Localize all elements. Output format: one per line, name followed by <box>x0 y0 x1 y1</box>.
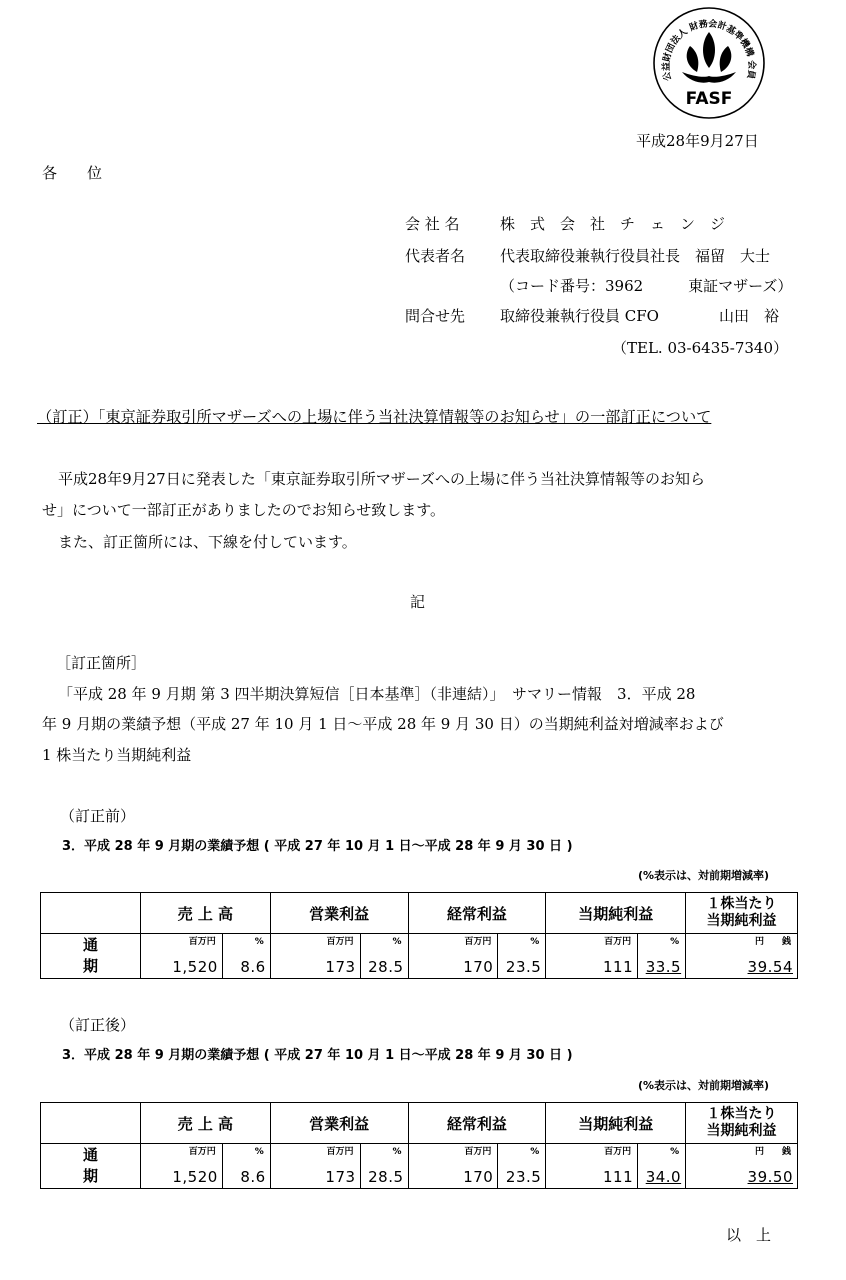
correction-line-1: 「平成 28 年 9 月期 第 3 四半期決算短信［日本基準］（非連結）」 サマリー情報 3．平成 28 <box>58 685 696 703</box>
correction-heading: ［訂正箇所］ <box>56 654 147 672</box>
cell-ord: 百万円 170 <box>408 934 498 979</box>
header-ordinary-profit: 経常利益 <box>408 1103 546 1144</box>
company-name: 株 式 会 社 チ ェ ン ジ <box>500 215 726 233</box>
document-title: （訂正）「東京証券取引所マザーズへの上場に伴う当社決算情報等のお知らせ」の一部訂正について <box>37 408 712 426</box>
cell-net-pct: % 33.5 <box>638 934 686 979</box>
cell-eps: 円 銭 39.54 <box>686 934 798 979</box>
representative: 代表取締役兼執行役員社長 福留 大士 <box>500 247 771 265</box>
after-caption: 3．平成 28 年 9 月期の業績予想 ( 平成 27 年 10 月 1 日～平成 28 年 9 月 30 日 ) <box>62 1048 573 1063</box>
header-net-income: 当期純利益 <box>546 1103 686 1144</box>
correction-line-3: 1 株当たり当期純利益 <box>42 746 192 764</box>
after-label: （訂正後） <box>60 1016 136 1034</box>
header-eps: １株当たり 当期純利益 <box>686 1103 798 1144</box>
header-blank <box>41 1103 141 1144</box>
header-operating-profit: 営業利益 <box>270 1103 408 1144</box>
cell-op-pct: % 28.5 <box>360 934 408 979</box>
before-caption: 3．平成 28 年 9 月期の業績予想 ( 平成 27 年 10 月 1 日～平成 28 年 9 月 30 日 ) <box>62 839 573 854</box>
cell-net: 百万円 111 <box>546 1144 638 1189</box>
cell-sales: 百万円 1,520 <box>140 1144 222 1189</box>
before-note: (%表示は、対前期増減率) <box>638 869 770 882</box>
cell-op: 百万円 173 <box>270 934 360 979</box>
cell-net: 百万円 111 <box>546 934 638 979</box>
telephone: （TEL. 03-6435-7340） <box>612 339 789 357</box>
body-line-1: 平成28年9月27日に発表した「東京証券取引所マザーズへの上場に伴う当社決算情報等のお知ら <box>58 470 705 488</box>
cell-ord: 百万円 170 <box>408 1144 498 1189</box>
fasf-logo <box>652 6 766 120</box>
header-sales: 売 上 高 <box>140 1103 270 1144</box>
body-line-3: また、訂正箇所には、下線を付しています。 <box>58 533 357 551</box>
header-sales: 売 上 高 <box>140 893 270 934</box>
recipient: 各 位 <box>42 164 103 182</box>
contact: 取締役兼執行役員 CFO 山田 裕 <box>500 307 779 325</box>
before-table <box>40 892 798 979</box>
after-note: (%表示は、対前期増減率) <box>638 1079 770 1092</box>
stock-code: （コード番号：3962 東証マザーズ） <box>500 277 793 295</box>
cell-op: 百万円 173 <box>270 1144 360 1189</box>
cell-net-pct: % 34.0 <box>638 1144 686 1189</box>
cell-ord-pct: % 23.5 <box>498 934 546 979</box>
cell-sales: 百万円 1,520 <box>140 934 222 979</box>
closing-mark: 以 上 <box>726 1226 772 1244</box>
before-label: （訂正前） <box>60 807 136 825</box>
representative-label: 代表者名 <box>405 247 466 265</box>
issue-date: 平成28年9月27日 <box>636 132 759 150</box>
cell-sales-pct: % 8.6 <box>222 934 270 979</box>
ki-mark: 記 <box>410 593 426 611</box>
cell-ord-pct: % 23.5 <box>498 1144 546 1189</box>
svg-text:FASF: FASF <box>685 89 733 109</box>
cell-op-pct: % 28.5 <box>360 1144 408 1189</box>
correction-line-2: 年 9 月期の業績予想（平成 27 年 10 月 1 日～平成 28 年 9 月 30 日）の当期純利益対増減率および <box>42 715 724 733</box>
row-label: 通 期 <box>41 934 141 979</box>
header-net-income: 当期純利益 <box>546 893 686 934</box>
header-ordinary-profit: 経常利益 <box>408 893 546 934</box>
company-name-label: 会 社 名 <box>405 215 460 233</box>
after-table <box>40 1102 798 1189</box>
header-operating-profit: 営業利益 <box>270 893 408 934</box>
cell-eps: 円 銭 39.50 <box>686 1144 798 1189</box>
row-label: 通 期 <box>41 1144 141 1189</box>
svg-text:公益財団法人 財務会計基準機構 会員: 公益財団法人 財務会計基準機構 会員 <box>661 19 757 82</box>
contact-label: 問合せ先 <box>405 307 466 325</box>
body-line-2: せ」について一部訂正がありましたのでお知らせ致します。 <box>42 501 446 519</box>
header-blank <box>41 893 141 934</box>
header-eps: １株当たり 当期純利益 <box>686 893 798 934</box>
cell-sales-pct: % 8.6 <box>222 1144 270 1189</box>
